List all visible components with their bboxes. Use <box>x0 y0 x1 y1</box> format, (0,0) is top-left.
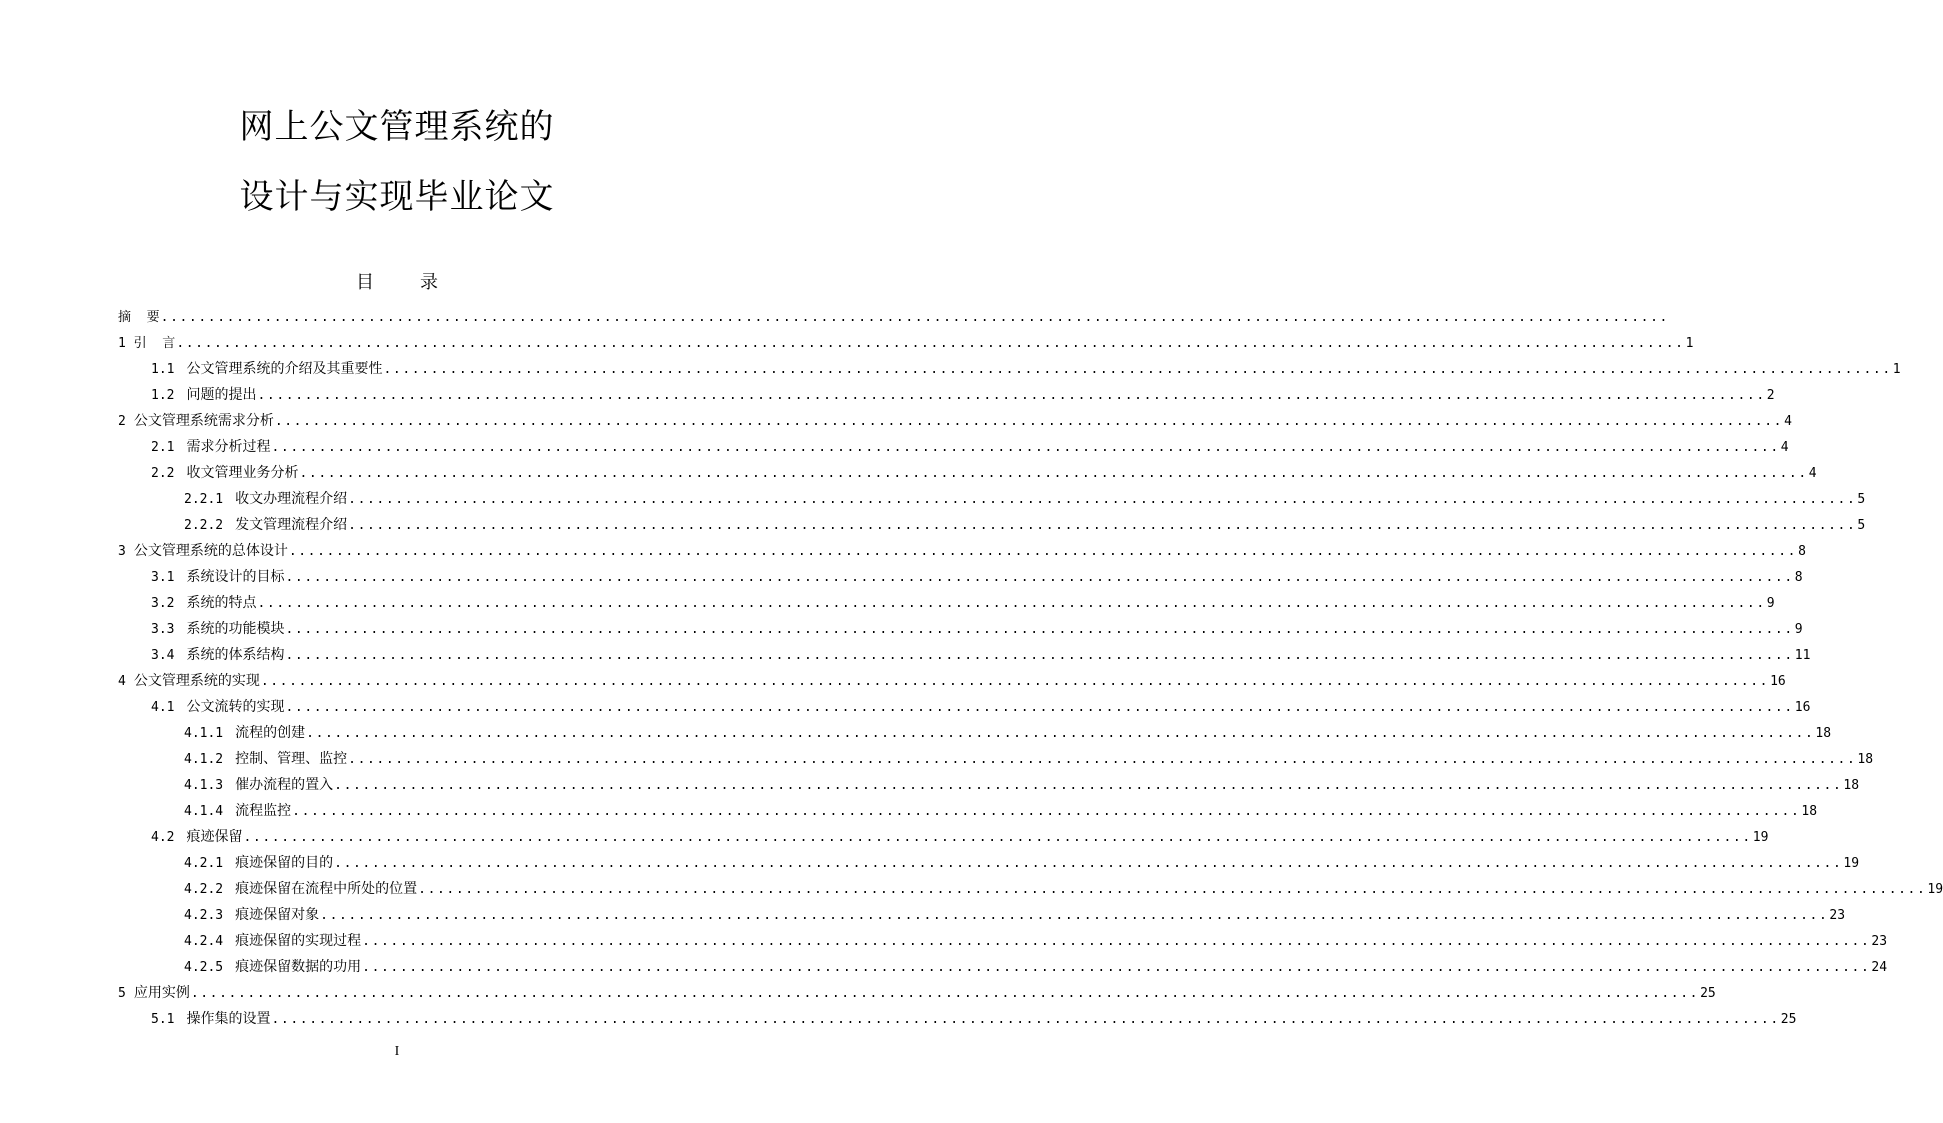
toc-leader-dots: ................................................................................................................................................................ <box>176 336 1685 351</box>
toc-entry-page: 1 <box>1685 336 1694 351</box>
toc-leader-dots: ................................................................................................................................................................ <box>257 596 1766 611</box>
toc-entry-page: 23 <box>1871 934 1888 949</box>
toc-entry-title: 收文管理业务分析 <box>186 465 299 481</box>
toc-entry-title: 痕迹保留 <box>186 829 243 845</box>
toc-leader-dots: ................................................................................................................................................................ <box>160 310 1669 325</box>
toc-leader-dots: ................................................................................................................................................................ <box>418 882 1927 897</box>
toc-entry[interactable] <box>118 558 1803 585</box>
toc-leader-dots: ................................................................................................................................................................ <box>274 414 1784 429</box>
toc-entry-page: 18 <box>1801 804 1818 819</box>
toc-entry-title: 公文管理系统的介绍及其重要性 <box>186 361 383 377</box>
toc-entry[interactable] <box>118 740 1874 767</box>
toc-entry-title: 问题的提出 <box>186 387 257 403</box>
toc-entry[interactable] <box>118 766 1860 793</box>
toc-entry-title: 流程的创建 <box>235 725 306 741</box>
toc-entry[interactable] <box>118 454 1817 481</box>
toc-entry-number: 3 <box>118 544 126 559</box>
toc-entry[interactable] <box>118 948 1888 975</box>
toc-entry-title: 公文管理系统的实现 <box>133 673 260 689</box>
toc-entry-page: 1 <box>1892 362 1901 377</box>
toc-entry-number: 3.3 <box>151 622 175 637</box>
toc-entry-title: 催办流程的置入 <box>235 777 334 793</box>
toc-entry-number: 4.1.3 <box>184 778 224 793</box>
toc-entry-title: 痕迹保留的实现过程 <box>235 933 362 949</box>
toc-entry[interactable] <box>118 350 1901 377</box>
toc-entry-title: 系统的体系结构 <box>186 647 285 663</box>
toc-entry[interactable] <box>118 480 1866 507</box>
toc-entry[interactable] <box>118 792 1818 819</box>
toc-entry-page: 25 <box>1700 986 1716 1001</box>
toc-entry-title: 痕迹保留在流程中所处的位置 <box>235 881 418 897</box>
toc-entry-title: 控制、管理、监控 <box>235 751 348 767</box>
toc-entry-page: 24 <box>1871 960 1888 975</box>
toc-heading: 目录 <box>356 272 484 293</box>
toc-entry-title: 痕迹保留对象 <box>235 907 320 923</box>
toc-entry-page: 8 <box>1794 570 1803 585</box>
toc-entry-number: 4.2 <box>151 830 175 845</box>
toc-entry-page: 16 <box>1794 700 1811 715</box>
toc-leader-dots: ................................................................................................................................................................ <box>285 700 1794 715</box>
toc-entry[interactable] <box>118 532 1806 559</box>
toc-entry-title: 公文流转的实现 <box>186 699 285 715</box>
toc-entry-number: 2 <box>118 414 126 429</box>
toc-entry[interactable] <box>118 506 1866 533</box>
toc-leader-dots: ................................................................................................................................................................ <box>383 362 1892 377</box>
toc-leader-dots: ................................................................................................................................................................ <box>271 440 1780 455</box>
toc-entry-number: 4.1.4 <box>184 804 224 819</box>
toc-entry-number: 4 <box>118 674 126 689</box>
document-title-line-2: 设计与实现毕业论文 <box>239 177 555 217</box>
toc-entry[interactable] <box>118 298 1669 325</box>
toc-entry-number: 2.2 <box>151 466 175 481</box>
toc-leader-dots: ................................................................................................................................................................ <box>288 544 1798 559</box>
toc-entry-page: 16 <box>1770 674 1786 689</box>
toc-entry-number: 摘 要 <box>118 310 160 325</box>
toc-entry-title: 收文办理流程介绍 <box>235 491 348 507</box>
toc-entry-page: 5 <box>1857 518 1866 533</box>
toc-leader-dots: ................................................................................................................................................................ <box>292 804 1801 819</box>
toc-entry-page: 4 <box>1784 414 1792 429</box>
toc-entry-page: 19 <box>1752 830 1769 845</box>
toc-entry-number: 2.1 <box>151 440 175 455</box>
toc-entry-page: 18 <box>1843 778 1860 793</box>
toc-entry[interactable] <box>118 376 1775 403</box>
toc-entry-title: 痕迹保留的目的 <box>235 855 334 871</box>
toc-entry-page: 25 <box>1780 1012 1797 1027</box>
toc-entry[interactable] <box>118 870 1943 897</box>
toc-entry-page: 5 <box>1857 492 1866 507</box>
toc-leader-dots: ................................................................................................................................................................ <box>306 726 1815 741</box>
toc-entry[interactable] <box>118 714 1832 741</box>
toc-entry[interactable] <box>118 974 1716 1001</box>
toc-entry-number: 1 引 言 <box>118 336 176 351</box>
toc-entry-number: 4.1.2 <box>184 752 224 767</box>
toc-entry-page: 19 <box>1927 882 1943 897</box>
toc-entry-number: 2.2.1 <box>184 492 224 507</box>
toc-entry-title: 系统设计的目标 <box>186 569 285 585</box>
toc-leader-dots: ................................................................................................................................................................ <box>285 622 1794 637</box>
toc-leader-dots: ................................................................................................................................................................ <box>299 466 1808 481</box>
toc-entry-page: 9 <box>1766 596 1775 611</box>
toc-entry-title: 公文管理系统的总体设计 <box>133 543 288 559</box>
toc-entry-title: 操作集的设置 <box>186 1011 271 1027</box>
toc-entry-number: 4.1.1 <box>184 726 224 741</box>
toc-entry-page: 23 <box>1829 908 1846 923</box>
page-number: I <box>394 1044 400 1059</box>
toc-leader-dots: ................................................................................................................................................................ <box>334 856 1843 871</box>
toc-entry-page: 11 <box>1794 648 1811 663</box>
toc-entry-page: 9 <box>1794 622 1803 637</box>
toc-entry-number: 4.2.3 <box>184 908 224 923</box>
toc-entry-page: 8 <box>1798 544 1806 559</box>
toc-entry-number: 4.2.1 <box>184 856 224 871</box>
toc-entry-title: 应用实例 <box>133 985 190 1001</box>
toc-entry-page: 4 <box>1808 466 1817 481</box>
document-title-line-1: 网上公文管理系统的 <box>239 107 555 147</box>
toc-entry-page: 18 <box>1857 752 1874 767</box>
toc-entry[interactable] <box>118 662 1786 689</box>
toc-leader-dots: ................................................................................................................................................................ <box>320 908 1829 923</box>
toc-entry[interactable] <box>118 818 1769 845</box>
toc-entry-page: 18 <box>1815 726 1832 741</box>
toc-leader-dots: ................................................................................................................................................................ <box>334 778 1843 793</box>
toc-entry-number: 3.1 <box>151 570 175 585</box>
table-of-contents <box>118 298 1943 1027</box>
toc-entry-number: 5.1 <box>151 1012 175 1027</box>
toc-entry-title: 公文管理系统需求分析 <box>133 413 274 429</box>
toc-entry-number: 4.2.2 <box>184 882 224 897</box>
toc-leader-dots: ................................................................................................................................................................ <box>362 934 1871 949</box>
toc-entry-number: 2.2.2 <box>184 518 224 533</box>
toc-entry-number: 3.4 <box>151 648 175 663</box>
toc-entry-number: 4.2.4 <box>184 934 224 949</box>
toc-entry-title: 需求分析过程 <box>186 439 271 455</box>
toc-entry-title: 发文管理流程介绍 <box>235 517 348 533</box>
toc-entry[interactable] <box>118 324 1694 351</box>
toc-entry[interactable] <box>118 610 1803 637</box>
toc-entry-page: 2 <box>1766 388 1775 403</box>
toc-entry[interactable] <box>118 844 1860 871</box>
toc-leader-dots: ................................................................................................................................................................ <box>260 674 1770 689</box>
toc-entry-number: 3.2 <box>151 596 175 611</box>
toc-entry-number: 1.1 <box>151 362 175 377</box>
toc-entry-title: 流程监控 <box>235 803 292 819</box>
toc-entry[interactable] <box>118 922 1888 949</box>
toc-leader-dots: ................................................................................................................................................................ <box>243 830 1752 845</box>
toc-leader-dots: ................................................................................................................................................................ <box>348 518 1857 533</box>
toc-entry-page: 4 <box>1780 440 1789 455</box>
toc-entry-title: 系统的功能模块 <box>186 621 285 637</box>
toc-leader-dots: ................................................................................................................................................................ <box>285 570 1794 585</box>
toc-entry-page: 19 <box>1843 856 1860 871</box>
toc-entry[interactable] <box>118 402 1792 429</box>
toc-entry[interactable] <box>118 896 1846 923</box>
toc-entry-number: 1.2 <box>151 388 175 403</box>
toc-entry[interactable] <box>118 584 1775 611</box>
toc-entry[interactable] <box>118 636 1811 663</box>
toc-leader-dots: ................................................................................................................................................................ <box>285 648 1794 663</box>
toc-leader-dots: ................................................................................................................................................................ <box>362 960 1871 975</box>
toc-leader-dots: ................................................................................................................................................................ <box>190 986 1700 1001</box>
toc-entry-number: 4.2.5 <box>184 960 224 975</box>
toc-leader-dots: ................................................................................................................................................................ <box>348 492 1857 507</box>
toc-entry[interactable] <box>118 688 1811 715</box>
toc-leader-dots: ................................................................................................................................................................ <box>271 1012 1780 1027</box>
toc-leader-dots: ................................................................................................................................................................ <box>257 388 1766 403</box>
toc-entry-number: 4.1 <box>151 700 175 715</box>
toc-entry[interactable] <box>118 428 1789 455</box>
toc-entry-title: 系统的特点 <box>186 595 257 611</box>
toc-entry[interactable] <box>118 1000 1797 1027</box>
toc-leader-dots: ................................................................................................................................................................ <box>348 752 1857 767</box>
toc-entry-number: 5 <box>118 986 126 1001</box>
toc-entry-title: 痕迹保留数据的功用 <box>235 959 362 975</box>
